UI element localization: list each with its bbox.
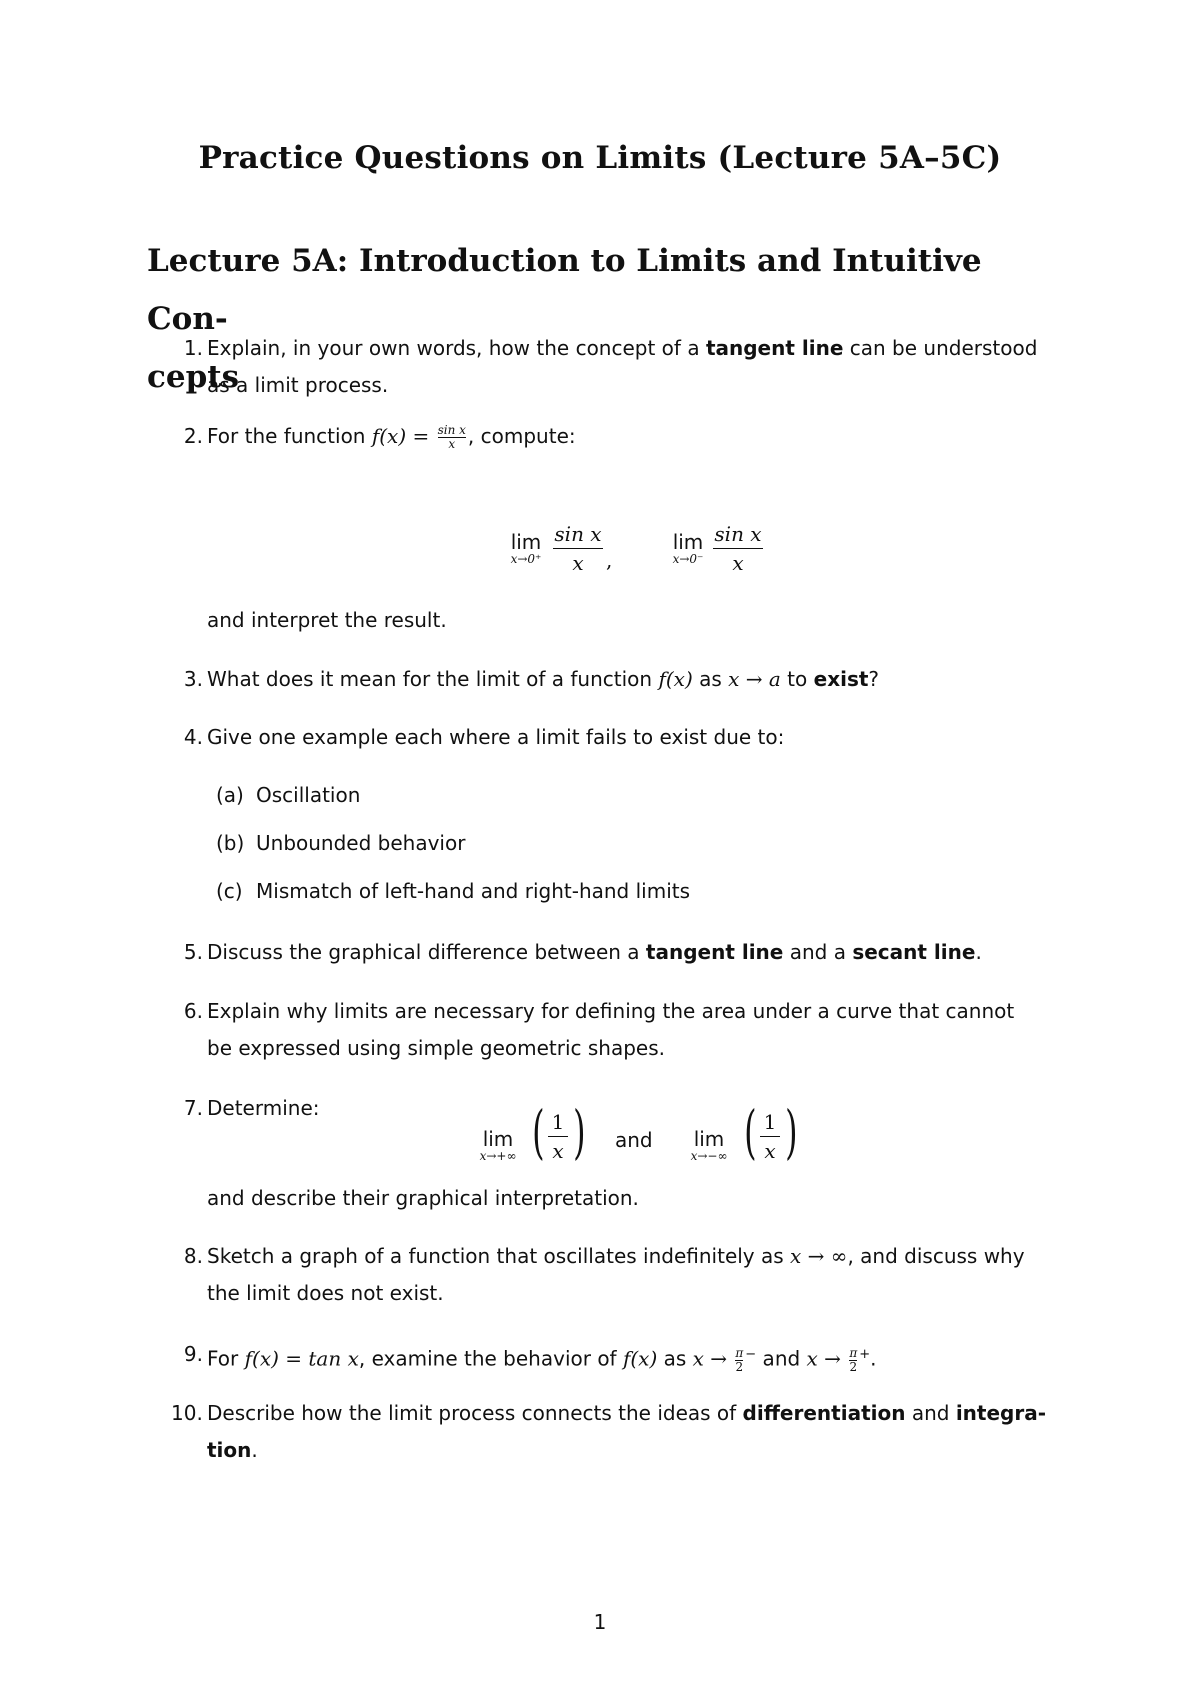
question-number: 2.: [183, 424, 203, 448]
question-number: 4.: [183, 725, 203, 749]
question-number: 3.: [183, 667, 203, 691]
left-paren: (: [744, 1098, 757, 1166]
math-text: and: [615, 1128, 653, 1152]
page-number: 1: [593, 1610, 607, 1634]
question-number: 6.: [183, 999, 203, 1023]
section-heading-line1: Lecture 5A: Introduction to Limits and Intuitive Con-: [147, 243, 982, 337]
question-text: the limit does not exist.: [207, 1281, 444, 1305]
fraction: 1 x: [759, 1108, 781, 1165]
math-expression: x → ∞: [790, 1244, 848, 1268]
subitem-text: Oscillation: [256, 783, 361, 807]
subitem-a: [216, 780, 360, 810]
bold-term: tion: [207, 1438, 252, 1462]
subitem-text: Mismatch of left-hand and right-hand limits: [256, 879, 691, 903]
right-paren: ): [573, 1098, 586, 1166]
question-text: , compute:: [467, 424, 576, 448]
bold-term: secant line: [852, 940, 976, 964]
question-text: Sketch a graph of a function that oscillates indefinitely as: [207, 1244, 791, 1268]
math-expression: f(x) = tan x: [244, 1346, 359, 1371]
math-expression: f(x): [658, 667, 693, 691]
inline-fraction: $\frac{\text{sin x}}{x}$: [437, 423, 466, 451]
question-text: and interpret the result.: [207, 608, 447, 632]
math-expression: x → a: [728, 667, 781, 691]
question-text: and describe their graphical interpretation.: [207, 1186, 639, 1210]
document-page: Practice Questions on Limits (Lecture 5A–5C) Lecture 5A: Introduction to Limits and Intuitive Con- cepts 1. Explain, in your own words, how the concept of a tangent line can be understood as a limit process. 2. For the function f(x) = $\frac{\text{sin x}}{x}$ , compute: lim x→0⁺ sin x x , lim x→0⁻ sin x x and interpret the result. 3. What does it mean for the limit of a function f(x) as x → a to exist? 4. Give one example each where a limit fails to exist due to: (a) Oscillation (b) Unbounded behavior (c) Mismatch of left-hand and right-hand limits 5. Discuss the graphical difference between a tangent line and a secant line. 6. Explain why limits are necessary for defining the area under a curve that cannot be expressed using simple geometric shapes. 7. Determine: lim x→+∞ ( 1 x ) and lim x→−∞ ( 1 x ) and describe their graphical interpretation. 8. Sketch a graph of a function that oscillates indefinitely as x → ∞, and discuss why the limit does not exist. 9. For f(x) = tan x, examine the behavior of f(x) as x → $\frac{\pi}{2}$ − and x → $\frac{\pi}{2}$ +. 10. Describe how the limit process connects the ideas of differentiation and integra- tion. 1: [0, 0, 1200, 1696]
limit-operator: lim x→−∞: [690, 1127, 728, 1163]
limit-operator: lim x→0⁻: [672, 530, 704, 566]
question-number: 8.: [183, 1244, 203, 1268]
subitem-label: (c): [216, 879, 243, 903]
inline-fraction: $\frac{\pi}{2}$: [735, 1345, 744, 1374]
limit-operator: lim x→+∞: [479, 1127, 517, 1163]
question-text: What does it mean for the limit of a function: [207, 667, 659, 691]
subitem-b: [216, 828, 465, 858]
fraction: sin x x: [554, 522, 602, 575]
bold-term: exist: [813, 667, 869, 691]
bold-term: differentiation: [742, 1401, 906, 1425]
math-comma: ,: [606, 548, 613, 572]
question-text: Determine:: [207, 1096, 320, 1120]
subitem-c: [216, 876, 690, 906]
math-expression: f(x) =: [371, 424, 436, 448]
question-text: Discuss the graphical difference between a: [207, 940, 646, 964]
question-text: Explain, in your own words, how the concept of a: [207, 336, 706, 360]
document-title: Practice Questions on Limits (Lecture 5A–5C): [198, 140, 1002, 176]
question-text: as a limit process.: [207, 373, 389, 397]
subitem-text: Unbounded behavior: [256, 831, 466, 855]
inline-fraction: $\frac{\pi}{2}$: [849, 1345, 858, 1374]
question-number: 7.: [183, 1096, 203, 1120]
question-number: 1.: [183, 336, 203, 360]
question-number: 5.: [183, 940, 203, 964]
question-text: For the function: [207, 424, 372, 448]
limit-operator: lim x→0⁺: [510, 530, 542, 566]
question-text: can be understood: [843, 336, 1038, 360]
bold-term: integra-: [955, 1401, 1047, 1425]
bold-term: tangent line: [705, 336, 844, 360]
question-text: be expressed using simple geometric shapes.: [207, 1036, 666, 1060]
question-number: 9.: [183, 1342, 203, 1366]
right-paren: ): [785, 1098, 798, 1166]
section-heading-line2: cepts: [147, 359, 240, 395]
question-text: Explain why limits are necessary for defining the area under a curve that cannot: [207, 999, 1015, 1023]
question-text: Give one example each where a limit fails to exist due to:: [207, 725, 785, 749]
fraction: sin x x: [714, 522, 762, 575]
subitem-label: (b): [216, 831, 245, 855]
subitem-label: (a): [216, 783, 244, 807]
left-paren: (: [532, 1098, 545, 1166]
question-number: 10.: [171, 1401, 203, 1425]
bold-term: tangent line: [645, 940, 784, 964]
fraction: 1 x: [547, 1108, 569, 1165]
